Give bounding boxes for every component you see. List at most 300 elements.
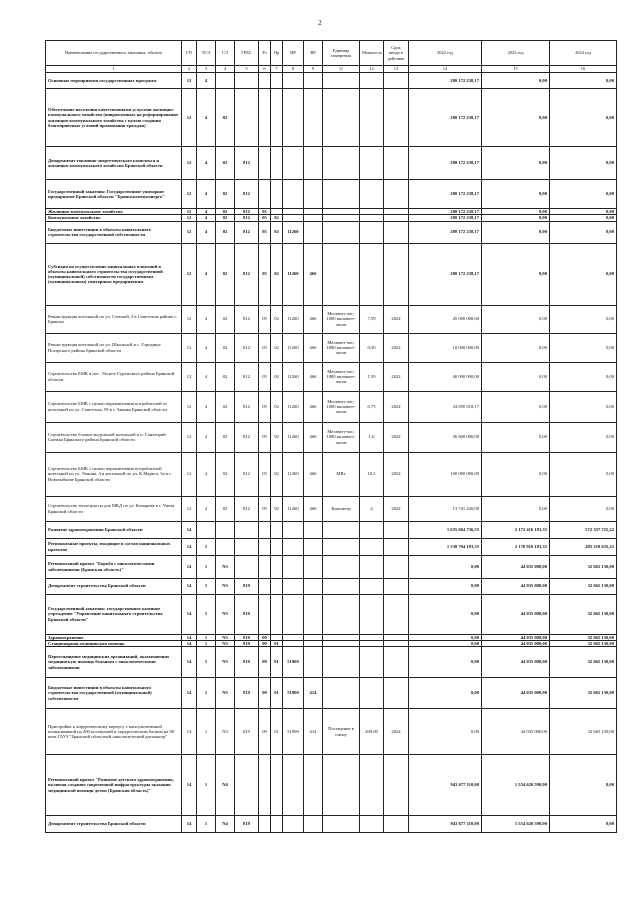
grbs-code-cell xyxy=(235,89,259,147)
amount-2023-cell: 0,00 xyxy=(482,73,550,89)
commission-year-cell: 2024 xyxy=(384,709,409,755)
gp-code-cell: 12 xyxy=(182,209,197,215)
amount-2024-cell: 0,00 xyxy=(550,180,617,209)
amount-2024-cell: 0,00 xyxy=(550,452,617,496)
pr-code-cell: 01 xyxy=(271,678,283,709)
vr-code-cell xyxy=(304,755,323,816)
object-name-cell: Переоснащение медицинских организаций, оказывающих медицинскую помощь больным с онкологическими заболеваниями xyxy=(46,647,182,678)
pr-code-cell xyxy=(271,89,283,147)
se-code-cell: 02 xyxy=(216,209,235,215)
table-row xyxy=(46,496,617,521)
amount-2022-cell: 13 741 420,00 xyxy=(409,496,482,521)
vr-code-cell xyxy=(304,594,323,634)
column-number-row xyxy=(46,66,617,73)
tse-code-cell: 1 xyxy=(197,538,216,555)
table-row xyxy=(46,391,617,422)
amount-2023-cell: 44 035 000,00 xyxy=(482,678,550,709)
pr-code-cell xyxy=(271,594,283,634)
gp-code-cell: 14 xyxy=(182,640,197,646)
capacity-cell xyxy=(360,221,384,243)
tse-code-cell: 1 xyxy=(197,640,216,646)
gp-code-cell: 12 xyxy=(182,73,197,89)
amount-2023-cell: 0,00 xyxy=(482,221,550,243)
unit-cell xyxy=(323,578,360,594)
amount-2022-cell: 280 172 238,17 xyxy=(409,73,482,89)
tse-code-cell: 1 xyxy=(197,678,216,709)
unit-cell xyxy=(323,594,360,634)
amount-2023-cell: 44 035 000,00 xyxy=(482,634,550,640)
amount-2023-cell: 0,00 xyxy=(482,305,550,333)
unit-cell xyxy=(323,147,360,180)
commission-year-cell xyxy=(384,594,409,634)
object-name-cell: Департамент топливно-энергетического комплекса и жилищно-коммунального хозяйства Брянской области xyxy=(46,147,182,180)
capacity-cell xyxy=(360,180,384,209)
gp-code-cell: 14 xyxy=(182,647,197,678)
capacity-cell: 10,5 xyxy=(360,452,384,496)
nr-code-cell: 11260 xyxy=(283,362,304,391)
gp-code-cell: 12 xyxy=(182,333,197,362)
se-code-cell xyxy=(216,521,235,538)
amount-2024-cell: 0,00 xyxy=(550,89,617,147)
rz-code-cell: 09 xyxy=(259,634,271,640)
pr-code-cell: 02 xyxy=(271,243,283,305)
grbs-code-cell: 812 xyxy=(235,452,259,496)
nr-code-cell: 11260 xyxy=(283,333,304,362)
grbs-code-cell: 812 xyxy=(235,496,259,521)
se-code-cell: N3 xyxy=(216,709,235,755)
grbs-code-cell: 812 xyxy=(235,221,259,243)
tse-code-cell: 4 xyxy=(197,221,216,243)
column-number: 9 xyxy=(304,66,323,73)
unit-cell: Мегаватт-час; 1000 киловатт-часов xyxy=(323,362,360,391)
object-name-cell: Департамент строительства Брянской области xyxy=(46,816,182,833)
rz-code-cell: 05 xyxy=(259,221,271,243)
header-cell: Мощность xyxy=(360,41,384,66)
gp-code-cell: 12 xyxy=(182,305,197,333)
pr-code-cell xyxy=(271,73,283,89)
amount-2023-cell: 0,00 xyxy=(482,89,550,147)
amount-2024-cell: 0,00 xyxy=(550,305,617,333)
amount-2022-cell: 1 538 704 183,35 xyxy=(409,538,482,555)
grbs-code-cell: 819 xyxy=(235,594,259,634)
gp-code-cell: 12 xyxy=(182,180,197,209)
object-name-cell: Строительство БМК с целью переключения потребителей от котельной по ул. Советская, 59 в г. Злынка Брянской области xyxy=(46,391,182,422)
rz-code-cell xyxy=(259,73,271,89)
nr-code-cell: 51900 xyxy=(283,678,304,709)
amount-2022-cell: 280 172 238,17 xyxy=(409,180,482,209)
pr-code-cell: 02 xyxy=(271,391,283,422)
unit-cell xyxy=(323,89,360,147)
capacity-cell xyxy=(360,89,384,147)
commission-year-cell: 2022 xyxy=(384,422,409,452)
pr-code-cell xyxy=(271,521,283,538)
amount-2024-cell: 0,00 xyxy=(550,243,617,305)
capacity-cell xyxy=(360,678,384,709)
vr-code-cell xyxy=(304,647,323,678)
pr-code-cell xyxy=(271,816,283,833)
gp-code-cell: 14 xyxy=(182,594,197,634)
commission-year-cell xyxy=(384,243,409,305)
vr-code-cell xyxy=(304,180,323,209)
amount-2022-cell: 0,00 xyxy=(409,594,482,634)
table-row xyxy=(46,362,617,391)
rz-code-cell: 05 xyxy=(259,391,271,422)
rz-code-cell: 05 xyxy=(259,209,271,215)
gp-code-cell: 14 xyxy=(182,678,197,709)
header-cell: НР xyxy=(283,41,304,66)
nr-code-cell: 11260 xyxy=(283,243,304,305)
tse-code-cell: 1 xyxy=(197,755,216,816)
rz-code-cell xyxy=(259,816,271,833)
table-row xyxy=(46,816,617,833)
vr-code-cell: 466 xyxy=(304,243,323,305)
se-code-cell: 02 xyxy=(216,496,235,521)
rz-code-cell: 09 xyxy=(259,647,271,678)
grbs-code-cell: 812 xyxy=(235,305,259,333)
object-name-cell: Пристройка к хирургическому корпусу с консультативной поликлиникой на 200 посещений и хирургическим блоком на 90 коек ГАУЗ "Брянский областной онкологический диспансер" xyxy=(46,709,182,755)
amount-2023-cell: 44 035 000,00 xyxy=(482,640,550,646)
grbs-code-cell: 812 xyxy=(235,180,259,209)
capacity-cell xyxy=(360,147,384,180)
se-code-cell: 02 xyxy=(216,362,235,391)
vr-code-cell xyxy=(304,73,323,89)
budget-table xyxy=(45,40,617,833)
table-row xyxy=(46,594,617,634)
pr-code-cell: 02 xyxy=(271,333,283,362)
se-code-cell: N4 xyxy=(216,816,235,833)
vr-code-cell xyxy=(304,521,323,538)
amount-2022-cell: 34 850 818,17 xyxy=(409,391,482,422)
rz-code-cell: 05 xyxy=(259,333,271,362)
table-row xyxy=(46,305,617,333)
nr-code-cell: 11260 xyxy=(283,422,304,452)
amount-2024-cell: 0,00 xyxy=(550,362,617,391)
capacity-cell xyxy=(360,555,384,578)
amount-2022-cell: 280 172 238,17 xyxy=(409,215,482,221)
rz-code-cell: 05 xyxy=(259,452,271,496)
rz-code-cell: 05 xyxy=(259,422,271,452)
header-cell: СЭ xyxy=(216,41,235,66)
header-cell: 2024 год xyxy=(550,41,617,66)
commission-year-cell xyxy=(384,755,409,816)
pr-code-cell: 02 xyxy=(271,221,283,243)
amount-2022-cell: 100 000 000,00 xyxy=(409,452,482,496)
amount-2023-cell: 1 554 620 590,00 xyxy=(482,755,550,816)
header-cell: Единица измерения xyxy=(323,41,360,66)
pr-code-cell xyxy=(271,180,283,209)
amount-2022-cell: 280 172 238,17 xyxy=(409,209,482,215)
gp-code-cell: 12 xyxy=(182,215,197,221)
se-code-cell: N3 xyxy=(216,594,235,634)
commission-year-cell xyxy=(384,816,409,833)
amount-2022-cell: 0,00 xyxy=(409,640,482,646)
object-name-cell: Жилищно-коммунальное хозяйство xyxy=(46,209,182,215)
nr-code-cell xyxy=(283,578,304,594)
tse-code-cell: 4 xyxy=(197,147,216,180)
header-cell: Рз xyxy=(259,41,271,66)
amount-2023-cell: 2 170 916 183,35 xyxy=(482,538,550,555)
grbs-code-cell: 812 xyxy=(235,391,259,422)
unit-cell xyxy=(323,755,360,816)
rz-code-cell: 05 xyxy=(259,215,271,221)
tse-code-cell: 1 xyxy=(197,594,216,634)
tse-code-cell: 4 xyxy=(197,391,216,422)
amount-2023-cell: 0,00 xyxy=(482,362,550,391)
gp-code-cell: 12 xyxy=(182,243,197,305)
object-name-cell: Обеспечение населения качественными услугами жилищно-коммунального хозяйства (направленных на реформирование жилищно-коммунального хозяйства с целью создания благоприятных условий проживания граждан) xyxy=(46,89,182,147)
pr-code-cell xyxy=(271,538,283,555)
unit-cell xyxy=(323,555,360,578)
commission-year-cell xyxy=(384,647,409,678)
header-cell: ТСЭ xyxy=(197,41,216,66)
amount-2023-cell: 0,00 xyxy=(482,452,550,496)
grbs-code-cell: 812 xyxy=(235,209,259,215)
commission-year-cell xyxy=(384,521,409,538)
amount-2022-cell: 280 172 238,17 xyxy=(409,89,482,147)
grbs-code-cell: 819 xyxy=(235,709,259,755)
amount-2024-cell: 0,00 xyxy=(550,755,617,816)
gp-code-cell: 12 xyxy=(182,89,197,147)
grbs-code-cell: 819 xyxy=(235,634,259,640)
pr-code-cell: 01 xyxy=(271,709,283,755)
tse-code-cell: 1 xyxy=(197,634,216,640)
table-row xyxy=(46,452,617,496)
capacity-cell xyxy=(360,594,384,634)
header-cell: ГРБС xyxy=(235,41,259,66)
amount-2022-cell: 36 600 000,00 xyxy=(409,422,482,452)
vr-code-cell xyxy=(304,578,323,594)
amount-2022-cell: 1 635 664 736,55 xyxy=(409,521,482,538)
se-code-cell: 02 xyxy=(216,305,235,333)
column-number: 2 xyxy=(182,66,197,73)
vr-code-cell: 466 xyxy=(304,452,323,496)
nr-code-cell xyxy=(283,73,304,89)
commission-year-cell: 2022 xyxy=(384,362,409,391)
commission-year-cell xyxy=(384,678,409,709)
tse-code-cell: 4 xyxy=(197,422,216,452)
column-number: 4 xyxy=(216,66,235,73)
gp-code-cell: 14 xyxy=(182,634,197,640)
table-row xyxy=(46,521,617,538)
vr-code-cell xyxy=(304,538,323,555)
object-name-cell: Строительство БМК с целью переключения потребителей котельной по ул. Ленина, 4 и котельной по ул. К.Маркса, 3а в г. Новозыбкове Брянской области xyxy=(46,452,182,496)
vr-code-cell xyxy=(304,816,323,833)
commission-year-cell: 2022 xyxy=(384,452,409,496)
gp-code-cell: 12 xyxy=(182,452,197,496)
object-name-cell: Коммунальное хозяйство xyxy=(46,215,182,221)
amount-2023-cell: 44 035 000,00 xyxy=(482,647,550,678)
table-row xyxy=(46,73,617,89)
amount-2024-cell: 0,00 xyxy=(550,215,617,221)
amount-2023-cell: 44 035 000,00 xyxy=(482,555,550,578)
tse-code-cell: 4 xyxy=(197,305,216,333)
gp-code-cell: 14 xyxy=(182,538,197,555)
nr-code-cell: 11260 xyxy=(283,391,304,422)
grbs-code-cell xyxy=(235,521,259,538)
amount-2023-cell: 0,00 xyxy=(482,391,550,422)
table-row xyxy=(46,180,617,209)
rz-code-cell xyxy=(259,180,271,209)
gp-code-cell: 12 xyxy=(182,221,197,243)
rz-code-cell xyxy=(259,594,271,634)
capacity-cell: 1,59 xyxy=(360,362,384,391)
pr-code-cell: 02 xyxy=(271,422,283,452)
column-number: 7 xyxy=(271,66,283,73)
grbs-code-cell: 812 xyxy=(235,147,259,180)
unit-cell xyxy=(323,538,360,555)
commission-year-cell xyxy=(384,73,409,89)
amount-2022-cell: 0,00 xyxy=(409,647,482,678)
amount-2023-cell: 0,00 xyxy=(482,215,550,221)
se-code-cell: N3 xyxy=(216,578,235,594)
amount-2023-cell: 2 172 416 183,35 xyxy=(482,521,550,538)
unit-cell xyxy=(323,243,360,305)
nr-code-cell xyxy=(283,816,304,833)
vr-code-cell xyxy=(304,89,323,147)
unit-cell xyxy=(323,678,360,709)
amount-2024-cell: 32 665 130,00 xyxy=(550,647,617,678)
amount-2022-cell: 280 172 238,17 xyxy=(409,243,482,305)
pr-code-cell xyxy=(271,555,283,578)
se-code-cell: 02 xyxy=(216,180,235,209)
amount-2024-cell: 32 665 130,00 xyxy=(550,678,617,709)
object-name-cell: Строительство блочно-модульной котельной в п. Санаторий Снежка Брянского района Брянской области xyxy=(46,422,182,452)
capacity-cell xyxy=(360,243,384,305)
grbs-code-cell xyxy=(235,555,259,578)
commission-year-cell xyxy=(384,221,409,243)
nr-code-cell: 11260 xyxy=(283,305,304,333)
column-number: 14 xyxy=(409,66,482,73)
amount-2023-cell: 0,00 xyxy=(482,147,550,180)
amount-2024-cell: 32 665 130,00 xyxy=(550,594,617,634)
commission-year-cell xyxy=(384,89,409,147)
unit-cell: Километр xyxy=(323,496,360,521)
rz-code-cell: 05 xyxy=(259,243,271,305)
commission-year-cell xyxy=(384,147,409,180)
unit-cell: Мегаватт-час; 1000 киловатт-часов xyxy=(323,422,360,452)
pr-code-cell xyxy=(271,147,283,180)
pr-code-cell: 02 xyxy=(271,452,283,496)
tse-code-cell: 4 xyxy=(197,73,216,89)
column-number: 3 xyxy=(197,66,216,73)
se-code-cell: N3 xyxy=(216,678,235,709)
unit-cell xyxy=(323,647,360,678)
object-name-cell: Региональный проект "Борьба с онкологическими заболеваниями (Брянская область)" xyxy=(46,555,182,578)
table-row xyxy=(46,243,617,305)
capacity-cell xyxy=(360,538,384,555)
amount-2024-cell: 32 665 130,00 xyxy=(550,709,617,755)
column-number: 8 xyxy=(283,66,304,73)
amount-2023-cell: 0,00 xyxy=(482,422,550,452)
table-body xyxy=(46,73,617,833)
commission-year-cell: 2022 xyxy=(384,333,409,362)
object-name-cell: Реконструкция котельной по ул. Степной, 3 в Советском районе г. Брянска xyxy=(46,305,182,333)
gp-code-cell: 12 xyxy=(182,391,197,422)
amount-2022-cell: 280 172 238,17 xyxy=(409,221,482,243)
amount-2022-cell: 40 000 000,00 xyxy=(409,362,482,391)
table-row xyxy=(46,647,617,678)
unit-cell: Посещение в смену xyxy=(323,709,360,755)
object-name-cell: Государственный заказчик: Государственное унитарное предприятие Брянской области "Брянсккоммунэнерго" xyxy=(46,180,182,209)
se-code-cell xyxy=(216,73,235,89)
capacity-cell xyxy=(360,73,384,89)
unit-cell: МВт xyxy=(323,452,360,496)
capacity-cell: 4 xyxy=(360,496,384,521)
capacity-cell: 0,75 xyxy=(360,391,384,422)
rz-code-cell xyxy=(259,147,271,180)
se-code-cell: N3 xyxy=(216,647,235,678)
amount-2024-cell: 0,00 xyxy=(550,333,617,362)
gp-code-cell: 14 xyxy=(182,755,197,816)
grbs-code-cell: 812 xyxy=(235,422,259,452)
capacity-cell xyxy=(360,521,384,538)
amount-2023-cell: 0,00 xyxy=(482,243,550,305)
header-cell: Наименование государственного заказчика, объекта xyxy=(46,41,182,66)
tse-code-cell: 1 xyxy=(197,555,216,578)
tse-code-cell: 1 xyxy=(197,709,216,755)
rz-code-cell: 09 xyxy=(259,678,271,709)
column-number: 15 xyxy=(482,66,550,73)
se-code-cell: N3 xyxy=(216,555,235,578)
grbs-code-cell xyxy=(235,755,259,816)
se-code-cell: N3 xyxy=(216,640,235,646)
se-code-cell: 02 xyxy=(216,243,235,305)
se-code-cell: N3 xyxy=(216,634,235,640)
vr-code-cell: 466 xyxy=(304,391,323,422)
se-code-cell: 02 xyxy=(216,221,235,243)
table-row xyxy=(46,755,617,816)
table-row xyxy=(46,709,617,755)
amount-2024-cell: 32 665 130,00 xyxy=(550,578,617,594)
se-code-cell: 02 xyxy=(216,391,235,422)
table-row xyxy=(46,147,617,180)
rz-code-cell: 09 xyxy=(259,640,271,646)
amount-2022-cell: 943 677 110,00 xyxy=(409,816,482,833)
vr-code-cell: 466 xyxy=(304,333,323,362)
rz-code-cell: 05 xyxy=(259,362,271,391)
table-row xyxy=(46,422,617,452)
amount-2022-cell: 0,00 xyxy=(409,709,482,755)
amount-2022-cell: 0,00 xyxy=(409,555,482,578)
unit-cell xyxy=(323,73,360,89)
header-cell: ВР xyxy=(304,41,323,66)
grbs-code-cell xyxy=(235,538,259,555)
amount-2023-cell: 0,00 xyxy=(482,209,550,215)
vr-code-cell: 466 xyxy=(304,305,323,333)
commission-year-cell xyxy=(384,555,409,578)
amount-2024-cell: 32 665 130,00 xyxy=(550,634,617,640)
table-row xyxy=(46,333,617,362)
amount-2023-cell: 0,00 xyxy=(482,180,550,209)
object-name-cell: Бюджетные инвестиции в объекты капитального строительства государственной (муниципальной) собственности xyxy=(46,678,182,709)
amount-2024-cell: 0,00 xyxy=(550,816,617,833)
object-name-cell: Реконструкция котельной по ул. Школьной в с. Городище Погарского района Брянской области xyxy=(46,333,182,362)
table-row xyxy=(46,578,617,594)
amount-2023-cell: 0,00 xyxy=(482,496,550,521)
tse-code-cell: 4 xyxy=(197,496,216,521)
vr-code-cell: 466 xyxy=(304,496,323,521)
object-name-cell: Развитие здравоохранения Брянской области xyxy=(46,521,182,538)
table-row xyxy=(46,555,617,578)
amount-2023-cell: 44 035 000,00 xyxy=(482,578,550,594)
vr-code-cell xyxy=(304,147,323,180)
rz-code-cell: 09 xyxy=(259,709,271,755)
column-number: 11 xyxy=(323,66,360,73)
vr-code-cell: 466 xyxy=(304,422,323,452)
nr-code-cell: 11260 xyxy=(283,496,304,521)
grbs-code-cell: 812 xyxy=(235,243,259,305)
amount-2023-cell: 44 035 000,00 xyxy=(482,709,550,755)
